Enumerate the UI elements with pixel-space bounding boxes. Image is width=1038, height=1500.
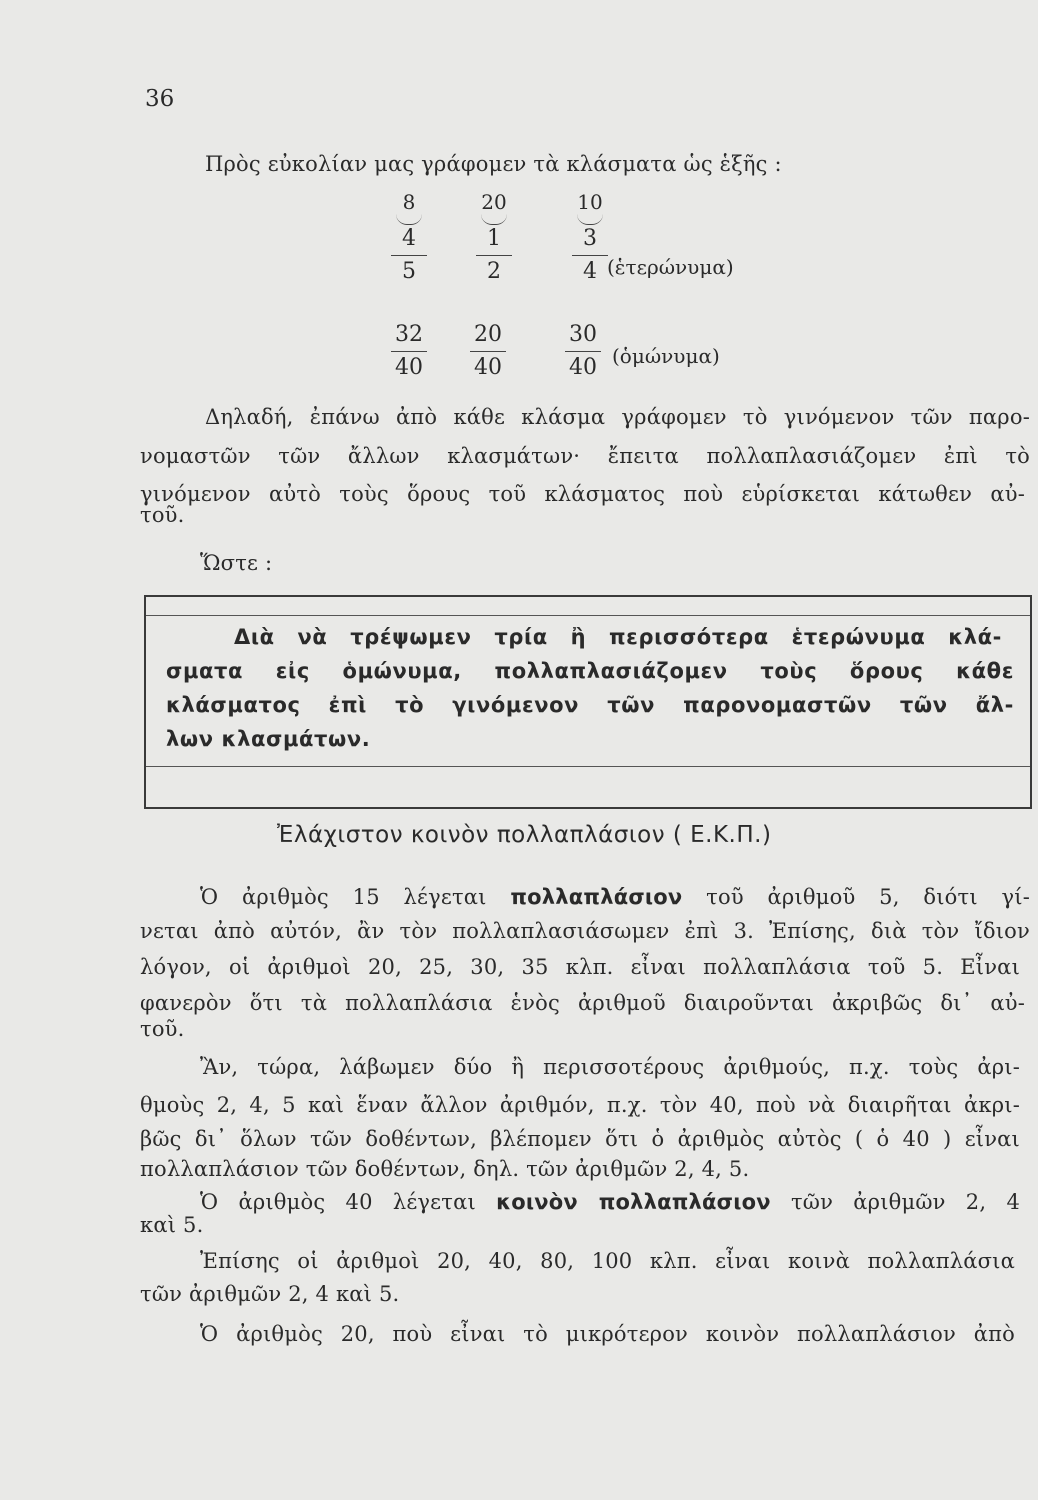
rule-line: σματα εἰς ὁμώνυμα, πολλαπλασιάζομεν τοὺς ὅρους κάθε	[166, 659, 1014, 683]
fraction-bar	[476, 255, 512, 256]
numerator: 30	[569, 322, 597, 347]
term-common-multiple: κοινὸν πολλαπλάσιον	[496, 1190, 771, 1214]
denominator: 40	[474, 355, 502, 380]
denominator: 5	[402, 259, 416, 284]
fraction-bar	[391, 255, 427, 256]
explanation-line: νομαστῶν τῶν ἄλλων κλασμάτων· ἔπειτα πολλαπλασιάζομεν ἐπὶ τὸ	[140, 444, 1030, 468]
denominator: 2	[487, 259, 501, 284]
numerator: 3	[583, 226, 597, 251]
fraction-like-2	[458, 321, 518, 382]
section-title: Ἐλάχιστον κοινὸν πολλαπλάσιον ( Ε.Κ.Π.)	[277, 822, 772, 848]
rule-box	[144, 595, 1032, 809]
p3-text: Ὁ ἀριθμὸς 40 λέγεται	[200, 1190, 497, 1214]
p2-line-1: Ἂν, τώρα, λάβωμεν δύο ἢ περισσοτέρους ἀριθμούς, π.χ. τοὺς ἀρι-	[200, 1055, 1020, 1079]
unlike-label: (ἑτερώνυμα)	[607, 255, 734, 279]
numerator: 1	[487, 226, 501, 251]
intro-text: Πρὸς εὐκολίαν μας γράφομεν τὰ κλάσματα ὡς ἑξῆς :	[205, 152, 782, 176]
denominator: 4	[583, 259, 597, 284]
brace-icon	[396, 214, 422, 225]
explanation-line: Δηλαδή, ἐπάνω ἀπὸ κάθε κλάσμα γράφομεν τὸ γινόμενον τῶν παρο-	[205, 405, 1030, 429]
page-number: 36	[145, 86, 175, 112]
p3-line-2: καὶ 5.	[140, 1213, 204, 1237]
numerator: 20	[474, 322, 502, 347]
p1-line-1	[200, 885, 1030, 909]
p3-text: τῶν ἀριθμῶν 2, 4	[770, 1190, 1021, 1214]
multiplier: 20	[481, 190, 507, 214]
hoste-text: Ὥστε :	[200, 551, 273, 575]
fraction-like-3	[553, 321, 613, 382]
p4-line-2: τῶν ἀριθμῶν 2, 4 καὶ 5.	[140, 1282, 400, 1306]
denominator: 40	[395, 355, 423, 380]
multiplier: 10	[577, 190, 603, 214]
numerator: 4	[402, 226, 416, 251]
numerator: 32	[395, 322, 423, 347]
multiplier: 8	[402, 190, 416, 214]
p1-text: Ὁ ἀριθμὸς 15 λέγεται	[200, 885, 511, 909]
p1-line-4: φανερὸν ὅτι τὰ πολλαπλάσια ἑνὸς ἀριθμοῦ διαιροῦνται ἀκριβῶς δι᾽ αὐ-	[140, 991, 1025, 1015]
p1-line-5: τοῦ.	[140, 1017, 185, 1041]
p2-line-2: θμοὺς 2, 4, 5 καὶ ἕναν ἄλλον ἀριθμόν, π.χ. τὸν 40, ποὺ νὰ διαιρῆται ἀκρι-	[140, 1093, 1020, 1117]
brace-icon	[577, 214, 603, 225]
fraction-bar	[572, 255, 608, 256]
brace-icon	[481, 214, 507, 225]
explanation-line: τοῦ.	[140, 503, 185, 527]
p5-line-1: Ὁ ἀριθμὸς 20, ποὺ εἶναι τὸ μικρότερον κοινὸν πολλαπλάσιον ἀπὸ	[200, 1322, 1015, 1346]
p1-line-2: νεται ἀπὸ αὐτόν, ἂν τὸν πολλαπλασιάσωμεν ἐπὶ 3. Ἐπίσης, διὰ τὸν ἴδιον	[140, 919, 1030, 943]
fraction-bar	[565, 351, 601, 352]
rule-line: λων κλασμάτων.	[166, 727, 371, 751]
explanation-line: γινόμενον αὐτὸ τοὺς ὅρους τοῦ κλάσματος ποὺ εὑρίσκεται κάτωθεν αὐ-	[140, 482, 1025, 506]
like-label: (ὁμώνυμα)	[612, 344, 720, 368]
denominator: 40	[569, 355, 597, 380]
rule-line: κλάσματος ἐπὶ τὸ γινόμενον τῶν παρονομαστῶν τῶν ἄλ-	[166, 693, 1014, 717]
fraction-unlike-2	[464, 190, 524, 286]
fraction-bar	[391, 351, 427, 352]
term-multiple: πολλαπλάσιον	[510, 885, 683, 909]
p2-line-4: πολλαπλάσιον τῶν δοθέντων, δηλ. τῶν ἀριθμῶν 2, 4, 5.	[140, 1157, 750, 1181]
p1-line-3: λόγον, οἱ ἀριθμοὶ 20, 25, 30, 35 κλπ. εἶναι πολλαπλάσια τοῦ 5. Εἶναι	[140, 955, 1020, 979]
p3-line-1	[200, 1190, 1020, 1214]
p4-line-1: Ἐπίσης οἱ ἀριθμοὶ 20, 40, 80, 100 κλπ. εἶναι κοινὰ πολλαπλάσια	[200, 1249, 1015, 1273]
fraction-unlike-1	[379, 190, 439, 286]
rule-line: Διὰ νὰ τρέψωμεν τρία ἢ περισσότερα ἑτερώνυμα κλά-	[234, 625, 1002, 649]
p1-text: τοῦ ἀριθμοῦ 5, διότι γί-	[682, 885, 1030, 909]
p2-line-3: βῶς δι᾽ ὅλων τῶν δοθέντων, βλέπομεν ὅτι ὁ ἀριθμὸς αὐτὸς ( ὁ 40 ) εἶναι	[140, 1127, 1020, 1151]
fraction-bar	[470, 351, 506, 352]
fraction-like-1	[379, 321, 439, 382]
